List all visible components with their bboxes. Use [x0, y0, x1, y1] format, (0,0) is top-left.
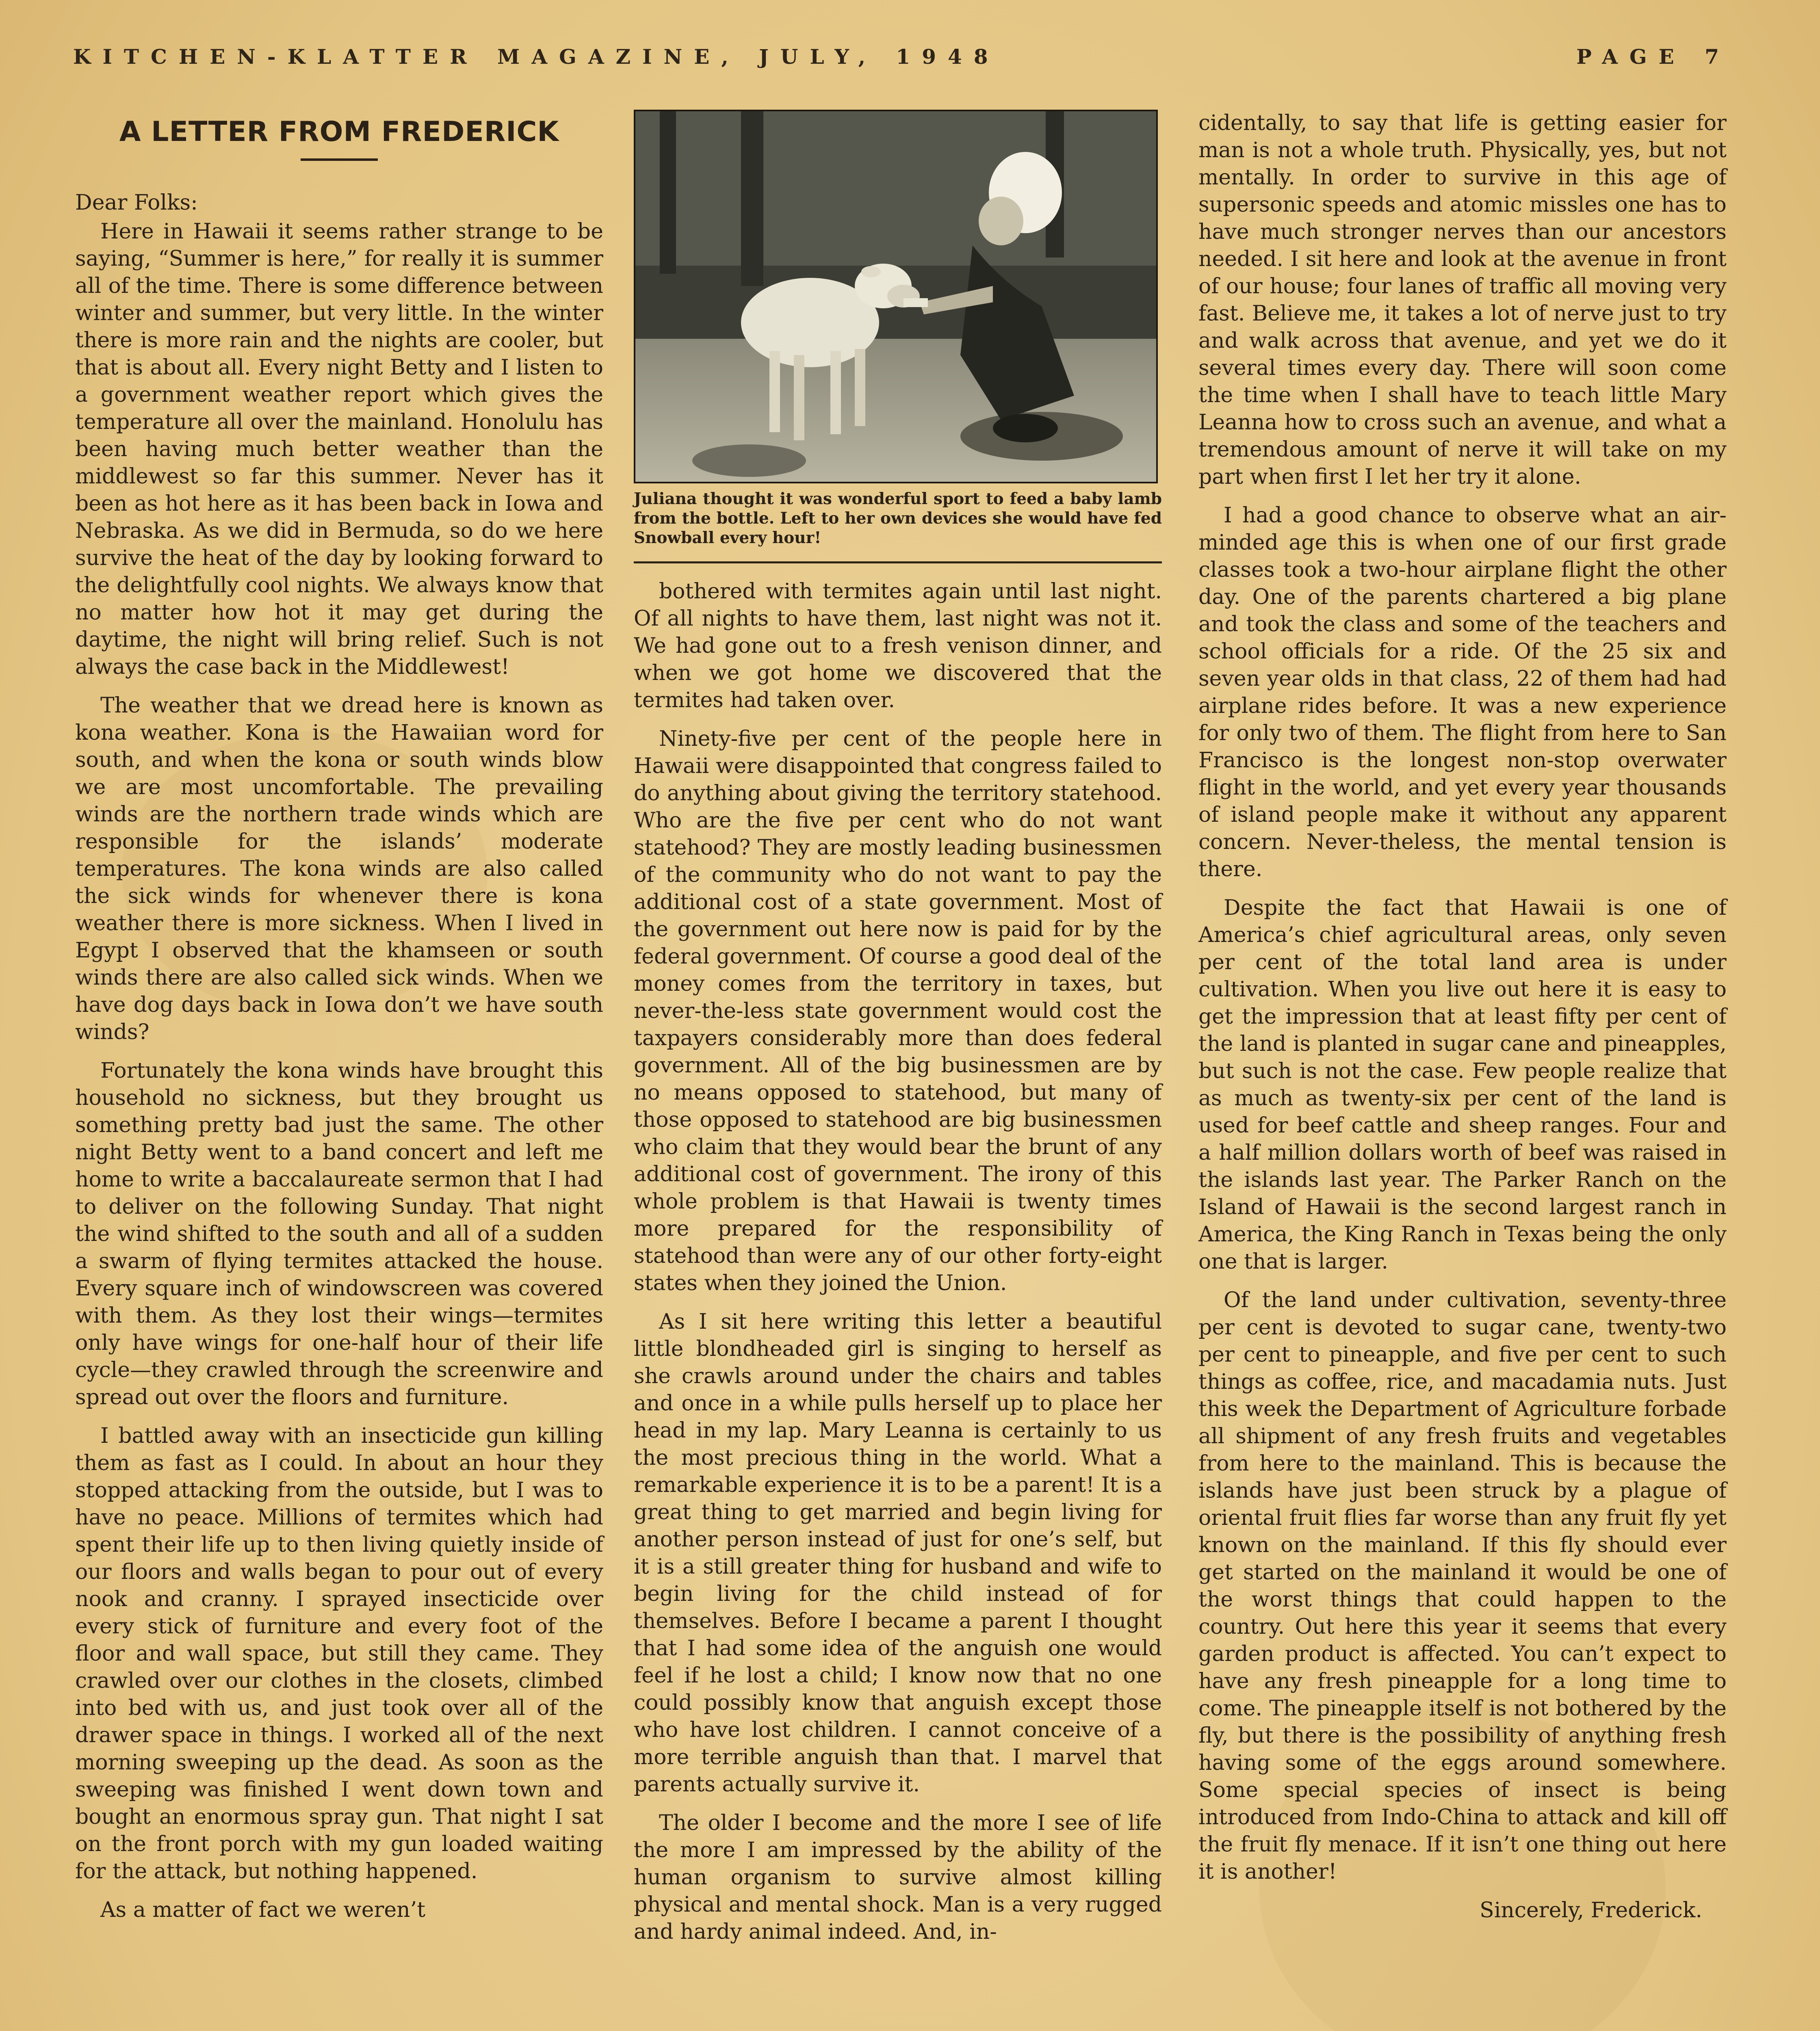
article-title: A LETTER FROM FREDERICK: [119, 116, 559, 148]
paragraph: Of the land under cultivation, seventy-three per cent is devoted to sugar cane, twenty-two per cent to pineapple, and five per cent to such things as coffee, rice, and macadamia nuts. Just this week the Department of Agriculture forbade all shipment of any fresh fruits and vegetables from here to the mainland. This is because the islands have just been struck by a plague of oriental fruit flies far worse than any fruit fly yet known on the mainland. If this fly should ever get started on the mainland it would be one of the worst things that could happen to the country. Out here this year it seems that every garden product is affected. You can’t expect to have any fresh pineapple for a long time to come. The pineapple itself is not bothered by the fly, but there is the possibility of anything fresh having some of the eggs around somewhere. Some special species of insect is being introduced from Indo-China to attack and kill off the fruit fly menace. If it isn’t one thing out here it is another!: [1198, 1288, 1727, 1884]
paragraph: The weather that we dread here is known as kona weather. Kona is the Hawaiian word for south, and when the kona or south winds blow we are most uncomfortable. The prevailing winds are the northern trade winds which are responsible for the islands’ moderate temperatures. The kona winds are also called the sick winds for whenever there is kona weather there is more sickness. When I lived in Egypt I observed that the khamseen or south winds there are also called sick winds. When we have dog days back in Iowa don’t we have south winds?: [75, 693, 603, 1044]
paragraph: Ninety-five per cent of the people here in Hawaii were disappointed that congress failed to do anything about giving the territory statehood. Who are the five per cent who do not want statehood? They are mostly leading businessmen of the community who do not want to pay the additional cost of a state government. Most of the government out here now is paid for by the federal government. Of course a good deal of the money comes from the territory in taxes, but never-the-less state government would cost the taxpayers considerably more than does federal government. All of the big businessmen are by no means opposed to statehood, but many of those opposed to statehood are big businessmen who claim that they would bear the brunt of any additional cost of government. The irony of this whole problem is that Hawaii is twenty times more prepared for the responsibility of statehood than were any of our other forty-eight states when they joined the Union.: [634, 727, 1162, 1295]
column-3: [1198, 110, 1727, 1936]
paragraph: bothered with termites again until last night. Of all nights to have them, last night was not it. We had gone out to a fresh venison dinner, and when we got home we discovered that the termites had taken over.: [634, 579, 1162, 712]
caption-rule: [634, 561, 1162, 563]
column-1: [75, 110, 603, 1935]
salutation: Dear Folks:: [75, 191, 198, 215]
page-number: PAGE 7: [1576, 45, 1731, 69]
paragraph: Fortunately the kona winds have brought this household no sickness, but they brought us something pretty bad just the same. The other night Betty went to a band concert and left me home to write a baccalaureate sermon that I had to deliver on the following Sunday. That night the wind shifted to the south and all of a sudden a swarm of flying termites attacked the house. Every square inch of windowscreen was covered with them. As they lost their wings—termites only have wings for one-half hour of their life cycle—they crawled through the screenwire and spread out over the floors and furniture.: [75, 1059, 603, 1410]
page-header: [73, 45, 1731, 77]
title-rule: [301, 158, 378, 161]
column-2: [634, 110, 1162, 1957]
photo-caption: Juliana thought it was wonderful sport to feed a baby lamb from the bottle. Left to her own devices she would have fed Snowball every hour!: [634, 489, 1162, 547]
signoff: Sincerely, Frederick.: [1480, 1898, 1702, 1923]
paragraph: As a matter of fact we weren’t: [100, 1898, 426, 1922]
paragraph: Here in Hawaii it seems rather strange to be saying, “Summer is here,” for really it is summer all of the time. There is some difference between winter and summer, but very little. In the winter there is more rain and the nights are cooler, but that is about all. Every night Betty and I listen to a government weather report which gives the temperature all over the mainland. Honolulu has been having much better weather than the middlewest so far this summer. Never has it been as hot here as it has been back in Iowa and Nebraska. As we did in Bermuda, so do we here survive the heat of the day by looking forward to the delightfully cool nights. We always know that no matter how hot it may get during the daytime, the night will bring relief. Such is not always the case back in the Middlewest!: [75, 219, 603, 679]
photo-girl-feeding-lamb: [634, 110, 1158, 483]
paragraph: As I sit here writing this letter a beautiful little blondheaded girl is singing to herself as she crawls around under the chairs and tables and once in a while pulls herself up to place her head in my lap. Mary Leanna is certainly to us the most precious thing in the world. What a remarkable experience it is to be a parent! It is a great thing to get married and begin living for another person instead of just for one’s self, but it is a still greater thing for husband and wife to begin living for the child instead of for themselves. Before I became a parent I thought that I had some idea of the anguish one would feel if he lost a child; I know now that no one could possibly know that anguish except those who have lost children. I cannot conceive of a more terrible anguish than that. I marvel that parents actually survive it.: [634, 1310, 1162, 1797]
paragraph: cidentally, to say that life is getting easier for man is not a whole truth. Physically, yes, but not mentally. In order to survive in this age of supersonic speeds and atomic missles one has to have much stronger nerves than our ancestors needed. I sit here and look at the avenue in front of our house; four lanes of traffic all moving very fast. Believe me, it takes a lot of nerve just to try and walk across that avenue, and yet we do it several times every day. There will soon come the time when I shall have to teach little Mary Leanna how to cross such an avenue, and what a tremendous amount of nerve it will take on my part when first I let her try it alone.: [1198, 111, 1727, 489]
paragraph: Despite the fact that Hawaii is one of America’s chief agricultural areas, only seven per cent of the total land area is under cultivation. When you live out here it is easy to get the impression that at least fifty per cent of the land is planted in sugar cane and pineapples, but such is not the case. Few people realize that as much as twenty-six per cent of the land is used for beef cattle and sheep ranges. Four and a half million dollars worth of beef was raised in the islands last year. The Parker Ranch on the Island of Hawaii is the second largest ranch in America, the King Ranch in Texas being the only one that is larger.: [1198, 896, 1727, 1274]
photo-illustration: [635, 111, 1158, 483]
magazine-running-title: KITCHEN-KLATTER MAGAZINE, JULY, 1948: [73, 45, 1000, 69]
paragraph: I battled away with an insecticide gun killing them as fast as I could. In about an hour they stopped attacking from the outside, but I was to have no peace. Millions of termites which had spent their life up to then living quietly inside of our floors and walls began to pour out of every nook and cranny. I sprayed insecticide over every stick of furniture and every foot of the floor and wall space, but still they came. They crawled over our clothes in the closets, climbed into bed with us, and just took over all of the drawer space in things. I worked all of the next morning sweeping up the dead. As soon as the sweeping was finished I went down town and bought an enormous spray gun. That night I sat on the front porch with my gun loaded waiting for the attack, but nothing happened.: [75, 1424, 603, 1884]
paragraph: The older I become and the more I see of life the more I am impressed by the ability of the human organism to survive almost killing physical and mental shock. Man is a very rugged and hardy animal indeed. And, in-: [634, 1811, 1162, 1944]
paragraph: I had a good chance to observe what an air-minded age this is when one of our first grade classes took a two-hour airplane flight the other day. One of the parents chartered a big plane and took the class and some of the teachers and school officials for a ride. Of the 25 six and seven year olds in that class, 22 of them had had airplane rides before. It was a new experience for only two of them. The flight from here to San Francisco is the longest non-stop overwater flight in the world, and yet every year thousands of island people make it without any apparent concern. Never-theless, the mental tension is there.: [1198, 503, 1727, 881]
